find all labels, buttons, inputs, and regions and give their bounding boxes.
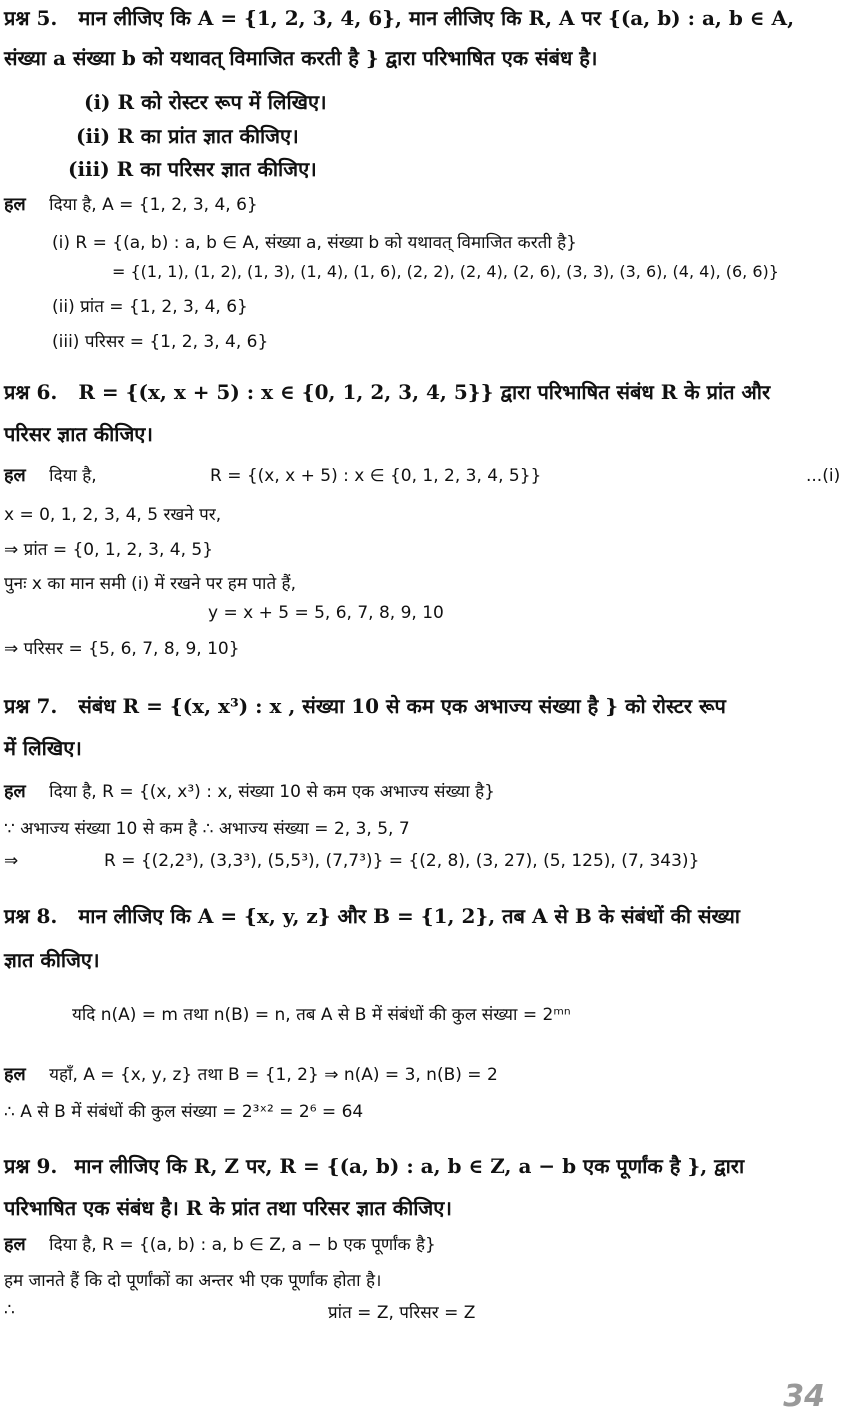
page-number: 34 — [783, 1379, 825, 1414]
sol9-line-3: प्रांत = Z, परिसर = Z — [328, 1303, 476, 1323]
sol6-given: दिया है, — [49, 466, 97, 486]
sol6-line-3: ⇒ प्रांत = {0, 1, 2, 3, 4, 5} — [4, 540, 214, 560]
sol7-given: दिया है, R = {(x, x³) : x, संख्या 10 से कम एक अभाज्य संख्या है} — [49, 782, 495, 802]
sol9-line-2: हम जानते हैं कि दो पूर्णांकों का अन्तर भी एक पूर्णांक होता है। — [4, 1271, 382, 1291]
q6-label: प्रश्न 6. — [4, 380, 58, 404]
q7-text-1: संबंध R = {(x, x³) : x , संख्या 10 से कम एक अभाज्य संख्या है } को रोस्टर रूप — [78, 694, 726, 718]
q6-text-1: R = {(x, x + 5) : x ∈ {0, 1, 2, 3, 4, 5}} द्वारा परिभाषित संबंध R के प्रांत और — [78, 380, 771, 404]
q9-label: प्रश्न 9. — [4, 1154, 58, 1178]
q5-label: प्रश्न 5. — [4, 6, 58, 30]
sol8-label: हल — [4, 1064, 26, 1085]
sol7-given-line — [4, 779, 495, 803]
q8-text-1: मान लीजिए कि A = {x, y, z} और B = {1, 2}, तब A से B के संबंधों की संख्या — [78, 904, 740, 928]
sol5-given: दिया है, A = {1, 2, 3, 4, 6} — [49, 195, 258, 215]
sol8-line-2: ∴ A से B में संबंधों की कुल संख्या = 2³ˣ² = 2⁶ = 64 — [4, 1102, 364, 1122]
q9-line-2: परिभाषित एक संबंध है। R के प्रांत तथा परिसर ज्ञात कीजिए। — [4, 1196, 452, 1220]
sol7-label: हल — [4, 781, 26, 802]
sol6-label: हल — [4, 465, 26, 486]
sol6-given-eq: R = {(x, x + 5) : x ∈ {0, 1, 2, 3, 4, 5}} — [210, 466, 542, 486]
sol6-line-6: ⇒ परिसर = {5, 6, 7, 8, 9, 10} — [4, 639, 240, 659]
q5-line-2: संख्या a संख्या b को यथावत् विमाजित करती है } द्वारा परिभाषित एक संबंध है। — [4, 46, 598, 70]
sol7-line-3: R = {(2,2³), (3,3³), (5,5³), (7,7³)} = {(2, 8), (3, 27), (5, 125), (7, 343)} — [104, 851, 700, 871]
q7-line-1 — [4, 692, 726, 719]
sol5-iii: (iii) परिसर = {1, 2, 3, 4, 6} — [52, 332, 269, 352]
q5-text-1: मान लीजिए कि A = {1, 2, 3, 4, 6}, मान लीजिए कि R, A पर {(a, b) : a, b ∈ A, — [78, 6, 795, 30]
sol8-given: यहाँ, A = {x, y, z} तथा B = {1, 2} ⇒ n(A) = 3, n(B) = 2 — [49, 1065, 498, 1085]
q7-line-2: में लिखिए। — [4, 736, 82, 760]
sol5-label: हल — [4, 194, 26, 215]
sol5-i-def: (i) R = {(a, b) : a, b ∈ A, संख्या a, संख्या b को यथावत् विमाजित करती है} — [52, 233, 578, 253]
sol6-eq-ref: ...(i) — [806, 466, 841, 486]
sol6-line-4: पुनः x का मान समी (i) में रखने पर हम पाते हैं, — [4, 574, 296, 594]
sol9-given-line — [4, 1232, 436, 1256]
sol6-line-5: y = x + 5 = 5, 6, 7, 8, 9, 10 — [208, 603, 444, 623]
q8-note: यदि n(A) = m तथा n(B) = n, तब A से B में संबंधों की कुल संख्या = 2ᵐⁿ — [72, 1005, 571, 1025]
sol9-therefore: ∴ — [4, 1300, 15, 1320]
sol6-given-line — [4, 463, 97, 487]
q5-part-3: (iii) R का परिसर ज्ञात कीजिए। — [68, 157, 317, 181]
sol5-i-set: = {(1, 1), (1, 2), (1, 3), (1, 4), (1, 6), (2, 2), (2, 4), (2, 6), (3, 3), (3, 6), (4, 4), (6, 6)} — [112, 262, 779, 281]
sol7-arrow: ⇒ — [4, 851, 19, 871]
q5-part-1: (i) R को रोस्टर रूप में लिखिए। — [84, 90, 327, 114]
q8-line-2: ज्ञात कीजिए। — [4, 948, 100, 972]
q8-line-1 — [4, 902, 740, 929]
sol7-line-2: ∵ अभाज्य संख्या 10 से कम है ∴ अभाज्य संख्या = 2, 3, 5, 7 — [4, 819, 410, 839]
q7-label: प्रश्न 7. — [4, 694, 58, 718]
q9-text-1: मान लीजिए कि R, Z पर, R = {(a, b) : a, b ∈ Z, a − b एक पूर्णांक है }, द्वारा — [74, 1154, 745, 1178]
q5-part-2: (ii) R का प्रांत ज्ञात कीजिए। — [76, 124, 299, 148]
sol8-given-line — [4, 1062, 498, 1086]
sol5-given-line — [4, 192, 258, 216]
q6-line-1 — [4, 378, 770, 405]
sol9-given: दिया है, R = {(a, b) : a, b ∈ Z, a − b एक पूर्णांक है} — [49, 1235, 436, 1255]
sol9-label: हल — [4, 1234, 26, 1255]
q9-line-1 — [4, 1152, 744, 1179]
sol6-line-2: x = 0, 1, 2, 3, 4, 5 रखने पर, — [4, 505, 222, 525]
q6-line-2: परिसर ज्ञात कीजिए। — [4, 422, 153, 446]
q5-line-1 — [4, 4, 794, 31]
q8-label: प्रश्न 8. — [4, 904, 58, 928]
sol5-ii: (ii) प्रांत = {1, 2, 3, 4, 6} — [52, 297, 248, 317]
